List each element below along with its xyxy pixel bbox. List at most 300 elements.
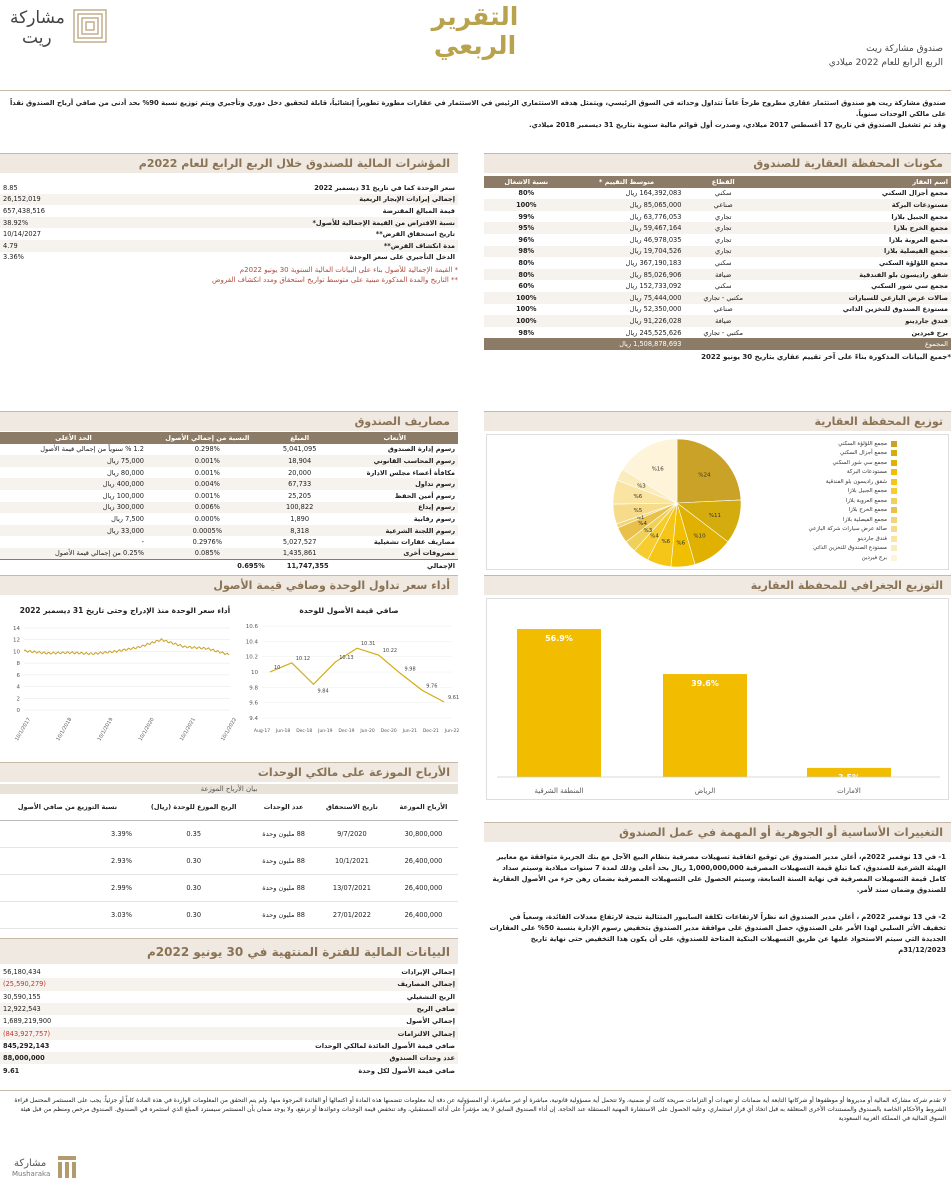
expense-name: رسوم أمين الحفظ — [394, 491, 455, 500]
nav-line-chart — [240, 618, 458, 748]
expense-row — [0, 467, 458, 479]
legend-label: مجمع الفيصلية بلازا — [843, 516, 887, 523]
portfolio-header: اسم العقار — [912, 177, 948, 186]
property-value: 367,190,183 ريال — [625, 258, 682, 267]
indicator-label: تاريخ استحقاق القرض** — [375, 230, 455, 239]
legend-item — [787, 441, 897, 447]
dividends-header: تاريخ الاستحقاق — [326, 802, 378, 811]
property-sector: مكتبي - تجاري — [703, 328, 744, 337]
statement-row — [0, 1015, 458, 1027]
legend-swatch — [891, 507, 897, 513]
statement-row — [0, 1027, 458, 1039]
statement-row — [0, 1064, 458, 1076]
portfolio-row — [484, 188, 951, 200]
report-title: التقرير الربعي — [431, 2, 519, 60]
distribution-chart-panel — [486, 434, 949, 570]
expense-row — [0, 478, 458, 490]
property-name: مجمع سي شور السكني — [871, 282, 948, 291]
indicator-label: قيمة المبالغ المقترضة — [382, 206, 455, 215]
financial-indicators-title: المؤشرات المالية للصندوق خلال الربع الرابع للعام 2022م — [0, 153, 458, 173]
legend-label: مستودع الصندوق للتخزين الذاتي — [813, 545, 887, 551]
expense-pct: 0.0005% — [147, 525, 268, 537]
legend-swatch — [891, 517, 897, 523]
nav-ytick: 9.8 — [249, 685, 258, 692]
expense-max: 300,000 ريال — [0, 502, 147, 514]
dividend-amount: 26,400,000 — [404, 910, 443, 919]
indicator-row — [0, 205, 458, 217]
expense-max: 80,000 ريال — [106, 468, 144, 477]
expense-amount: 67,733 — [268, 478, 332, 490]
legend-swatch — [891, 460, 897, 466]
statement-value: 12,922,543 — [3, 1005, 41, 1014]
dividends-header: نسبة التوزيع من صافي الأصول — [17, 802, 118, 811]
property-occupancy: 99% — [518, 212, 535, 221]
legend-label: مجمع الخرج بلازا — [848, 507, 887, 513]
nav-data-label: 9.76 — [426, 683, 438, 690]
expense-amount: 5,027,527 — [282, 538, 317, 547]
portfolio-row — [484, 304, 951, 316]
intro-line1: صندوق مشاركة ريت هو صندوق استثمار عقاري مطروح طرحاً عاماً تتداول وحداته في السوق الرئيسي، ويتمثل هدفه الاستثماري الرئيس في الاستثمار في عقارات مطورة تطويراً إنشائياً، قابلة لتحقيق دخل دوري وتأجيري ويتم توزيع نسبة 90% بحد أدنى من صافي أرباح الصندوق نقداً على مالكي الوحدات سنوياً. — [9, 99, 946, 118]
nav-xtick: Aug-17 — [253, 729, 271, 734]
nav-xtick: Dec-20 — [380, 729, 397, 734]
legend-item — [787, 479, 897, 485]
expense-amount: 18,904 — [268, 455, 332, 467]
property-occupancy: 100% — [484, 292, 569, 304]
statement-row — [0, 978, 458, 990]
pie-slice-label: %6 — [676, 540, 686, 547]
expense-row — [0, 525, 458, 537]
pie-legend — [787, 437, 897, 564]
property-sector: صناعي — [684, 199, 762, 211]
property-name: مستودعات البركة — [762, 199, 951, 211]
nav-data-label: 9.98 — [404, 666, 416, 673]
property-value: 46,978,035 ريال — [629, 235, 682, 244]
statement-label: إجمالي الالتزامات — [397, 1029, 455, 1038]
legend-swatch — [891, 488, 897, 494]
expense-row — [0, 444, 458, 456]
price-xtick: 10/1/2022 — [220, 716, 239, 743]
indicator-value: 657,438,516 — [3, 206, 45, 215]
pie-slice-label: %11 — [708, 512, 722, 519]
property-name: مجمع الجبيل بلازا — [891, 212, 948, 221]
indicator-row — [0, 252, 458, 264]
footer-logo-mark-icon — [58, 1156, 76, 1178]
changes-text — [488, 852, 946, 956]
footer-divider — [0, 1090, 951, 1091]
dividend-date: 13/07/2021 — [332, 883, 371, 892]
dividend-date: 9/7/2020 — [337, 829, 367, 838]
property-occupancy: 80% — [518, 189, 535, 198]
dividend-pct: 3.39% — [111, 829, 132, 838]
portfolio-note: *جميع البيانات المذكورة بناءً على آخر تقييم عقاري بتاريخ 30 يونيو 2022 — [701, 352, 951, 361]
property-value: 52,350,000 ريال — [629, 305, 682, 314]
expenses-header: الحد الأعلى — [55, 433, 92, 442]
company-logo — [8, 6, 113, 48]
statement-row — [0, 966, 458, 978]
legend-swatch — [891, 545, 897, 551]
price-xtick: 10/1/2019 — [96, 716, 115, 743]
dividend-units: 88 مليون وحدة — [262, 829, 305, 838]
property-name: مجمع الفيصلية بلازا — [762, 246, 951, 258]
portfolio-row — [484, 269, 951, 281]
portfolio-row — [484, 280, 951, 292]
indicator-label: سعر الوحدة كما في تاريخ 31 ديسمبر 2022 — [314, 183, 455, 192]
nav-ytick: 9.6 — [249, 700, 258, 707]
legend-item — [787, 460, 897, 466]
nav-xtick: Dec-19 — [338, 729, 355, 734]
property-sector: مكتبي - تجاري — [684, 292, 762, 304]
header — [0, 0, 951, 92]
legend-label: مستودعات البركة — [846, 469, 887, 475]
dividend-units: 88 مليون وحدة — [262, 883, 305, 892]
nav-xtick: Dec-21 — [422, 729, 439, 734]
footer-logo-ar: مشاركة — [14, 1158, 47, 1169]
nav-data-label: 10.22 — [382, 648, 398, 655]
statements-table — [0, 966, 458, 1077]
expense-name: مكافأة أعضاء مجلس الادارة — [366, 468, 455, 477]
logo-mark-icon — [72, 8, 108, 46]
dividend-row — [0, 847, 458, 874]
disclaimer: لا تقدم شركة مشاركة المالية أو مديروها أو موظفوها أو شركاتها التابعة أية ضمانات أو تعهدات أو التزامات صريحة كانت أو ضمنية، ولا تتحمل أية مسؤولية قانونية، مباشرة أو غير مباشرة، أو المسؤولية عن دقة أية معلومات تتضمنها هذه المادة أو اكتمالها أو الفائدة المرجوة منها. ولم يتم التحقق من المعلومات الواردة في هذه المادة كلياً أو جزئياً. يجب على المستثمر المحتمل قراءة الشروط والأحكام الخاصة بالصندوق والمستندات الأخرى المتعلقة به قبل اتخاذ أي قرار استثماري، وعليه الحصول على الاستشارة المهنية المستقلة عند الحاجة. إن أداء الصندوق السابق لا يعد مؤشراً على أدائه المستقبلي، وقد تنخفض قيمة الوحدات وعوائدها أو ترتفع، ولا يوجد ضمان بأن المستثمر سيسترد المبلغ الذي استثمره في الصندوق. الصندوق مرخص ومنظم من قبل هيئة السوق المالية في المملكة العربية السعودية — [14, 1097, 946, 1122]
pie-slice-label: %6 — [633, 494, 643, 501]
legend-label: مجمع سي شور السكني — [832, 459, 887, 466]
property-occupancy: 80% — [484, 269, 569, 281]
price-ytick: 10 — [13, 649, 20, 656]
expense-name: رسوم إدارة الصندوق — [387, 445, 455, 454]
geo-title: التوزيع الجغرافي للمحفظة العقارية — [484, 575, 951, 595]
statements-title: البيانات المالية للفترة المنتهية في 30 يونيو 2022م — [0, 938, 458, 964]
dividend-pct: 3.03% — [111, 910, 132, 919]
price-xtick: 10/1/2018 — [55, 716, 74, 743]
pie-slice-label: %6 — [661, 539, 671, 546]
portfolio-row — [484, 246, 951, 258]
nav-xtick: Dec-18 — [296, 729, 313, 734]
pie-slice-label: %24 — [698, 472, 711, 479]
property-value: 245,525,626 ريال — [625, 328, 682, 337]
expense-pct: 0.001% — [147, 455, 268, 467]
legend-label: مجمع الجبيل بلازا — [847, 488, 887, 494]
financial-indicators-table — [0, 182, 458, 284]
property-sector: تجاري — [684, 222, 762, 234]
geo-bar-label: 56.9% — [545, 634, 573, 644]
legend-item — [787, 488, 897, 494]
dividend-amount: 26,400,000 — [404, 856, 443, 865]
portfolio-header: متوسط التقييم * — [598, 177, 655, 186]
portfolio-table — [484, 176, 951, 361]
header-divider — [0, 90, 951, 91]
indicator-value: 10/14/2027 — [3, 230, 42, 239]
property-occupancy: 96% — [518, 235, 535, 244]
statement-value: (25,590,279) — [3, 980, 46, 989]
portfolio-total-value — [569, 338, 685, 350]
property-occupancy: 100% — [516, 305, 537, 314]
expense-row — [0, 502, 458, 514]
expense-row — [0, 513, 458, 525]
expense-pct: 0.000% — [194, 514, 220, 523]
portfolio-header: القطاع — [711, 177, 735, 186]
statement-label: إجمالي المصاريف — [397, 980, 455, 989]
property-sector: ضيافة — [684, 315, 762, 327]
expense-name: مصروفات أخرى — [332, 548, 458, 560]
property-value: 91,226,028 ريال — [569, 315, 685, 327]
expense-max: - — [141, 538, 144, 547]
dividends-table — [0, 784, 458, 956]
statement-value: 56,180,434 — [3, 968, 41, 977]
statement-row — [0, 1052, 458, 1064]
portfolio-title: مكونات المحفظة العقارية للصندوق — [484, 153, 951, 173]
expense-max: 400,000 ريال — [0, 478, 147, 490]
change-item-2: 2- في 13 نوفمبر 2022م ، أعلن مدير الصندوق انه نظراً لارتفاعات تكلفة السايبور المتتالية نتيجة لارتفاع معدلات الفائدة، وسعياً في تخفيف الأثر السلبي لهذا الأمر على الصندوق، حصل الصندوق على موافقة مدير الصندوق بتخفيض رسوم الإدارة بنسبة 50% على العقارات الجديدة التي سيتم الاستحواذ عليها عن طريق التسهيلات البنكية المتاحة للصندوق، على أن يكون هذا التخفيض حتى نهاية تاريخ 31/12/2023م — [489, 913, 946, 954]
legend-label: مجمع العروبة بلازا — [845, 497, 887, 504]
price-line-chart — [2, 618, 238, 748]
price-ytick: 2 — [16, 696, 20, 703]
expense-name: رسوم تداول — [332, 478, 458, 490]
logo-text-line2: ريت — [22, 28, 52, 48]
geo-bar-label: 3.5% — [837, 772, 861, 782]
geo-category-label: الرياض — [694, 787, 716, 795]
dividends-header: عدد الوحدات — [263, 802, 304, 811]
legend-item — [787, 555, 897, 561]
property-value: 59,467,164 ريال — [569, 222, 685, 234]
statement-value: 845,292,143 — [3, 1041, 50, 1050]
portfolio-row — [484, 222, 951, 234]
expense-name: مصاريف عقارات تشغيلية — [373, 538, 455, 547]
property-name: برج فيردين — [911, 328, 948, 337]
pie-chart — [487, 435, 722, 571]
geo-bar-label: 39.6% — [691, 679, 719, 689]
nav-data-label: 9.61 — [448, 694, 460, 701]
nav-data-label: 10.12 — [295, 655, 311, 662]
legend-label: فندق جاردينو — [857, 535, 887, 542]
property-name: مستودع الصندوق للتخزين الذاتي — [842, 305, 948, 314]
expense-amount: 1,435,861 — [268, 548, 332, 560]
statement-label: صافي قيمة الأصول لكل وحدة — [358, 1066, 455, 1075]
property-sector: تجاري — [684, 246, 762, 258]
portfolio-row — [484, 292, 951, 304]
property-occupancy: 98% — [518, 328, 535, 337]
legend-item — [787, 507, 897, 513]
nav-xtick: Jun-18 — [275, 729, 291, 734]
statement-label: عدد وحدات الصندوق — [389, 1054, 455, 1063]
indicator-value: 8.85 — [3, 183, 18, 192]
expense-amount: 100,822 — [268, 502, 332, 514]
statement-label: صافي قيمة الأصول العائدة لمالكي الوحدات — [315, 1041, 455, 1050]
nav-xtick: Jun-19 — [318, 729, 333, 734]
property-value: 85,065,000 ريال — [569, 199, 685, 211]
property-name: مجمع الخرج بلازا — [762, 222, 951, 234]
nav-chart-title: صافي قيمة الأصول للوحدة — [299, 606, 399, 615]
expense-max: 1.2 % سنوياً من إجمالي قيمة الأصول — [40, 445, 144, 454]
expense-name: رسوم إيداع — [332, 502, 458, 514]
dividend-units: 88 مليون وحدة — [262, 910, 305, 919]
nav-chart-panel — [240, 598, 458, 748]
property-occupancy: 95% — [484, 222, 569, 234]
dividends-header: الأرباح الموزعة — [399, 802, 448, 811]
expenses-header: النسبة من إجمالي الأصول — [165, 433, 250, 442]
dividend-per-unit: 0.35 — [186, 829, 202, 838]
dividends-header: الربح الموزع للوحدة (ريال) — [150, 802, 237, 811]
property-sector: تجاري — [715, 212, 732, 221]
indicator-row — [0, 217, 458, 229]
legend-item — [787, 526, 897, 532]
pie-slice — [677, 439, 741, 503]
portfolio-total-label: المجموع — [924, 340, 948, 349]
legend-swatch — [891, 536, 897, 542]
pie-slice-label: %4 — [650, 533, 659, 540]
price-nav-title: أداء سعر تداول الوحدة وصافي قيمة الأصول — [0, 575, 458, 595]
legend-swatch — [891, 450, 897, 456]
dividend-date: 10/1/2021 — [334, 856, 369, 865]
property-sector: ضيافة — [684, 269, 762, 281]
property-name: مجمع أجزال السكني — [881, 189, 948, 198]
statement-row — [0, 991, 458, 1003]
report-period: الربع الرابع للعام 2022 ميلادي — [828, 58, 943, 68]
indicator-label: الدخل التأجيري على سعر الوحدة — [349, 253, 455, 262]
property-name: فندق جاردينو — [762, 315, 951, 327]
intro-line2: وقد تم تشغيل الصندوق في تاريخ 17 أغسطس 2017 ميلادي، وصدرت أول قوائم مالية سنوية بتاريخ 31 ديسمبر 2018 ميلادي. — [529, 121, 946, 129]
price-ytick: 4 — [16, 684, 20, 691]
indicator-value: 3.36% — [3, 253, 24, 262]
indicator-value: 38.92% — [0, 217, 112, 229]
portfolio-row — [484, 199, 951, 211]
indicators-note1: * القيمة الإجمالية للأصول بناء على البيانات المالية السنوية 30 يونيو 2022م — [239, 266, 458, 275]
expense-max: 75,000 ريال — [0, 455, 147, 467]
property-value: 152,733,092 ريال — [625, 282, 682, 291]
geo-chart-panel — [486, 598, 949, 800]
pie-slice-label: %4 — [638, 520, 648, 527]
dividend-pct: 2.93% — [111, 856, 132, 865]
property-value: 63,776,053 ريال — [629, 212, 682, 221]
geo-bar-chart — [487, 599, 950, 801]
expense-max: 100,000 ريال — [102, 491, 144, 500]
pie-slice-label: %5 — [633, 507, 643, 514]
price-chart-panel — [2, 598, 238, 748]
nav-data-label: 10.31 — [361, 641, 376, 648]
expense-amount: 8,318 — [268, 525, 332, 537]
statement-value: (843,927,757) — [3, 1029, 51, 1038]
portfolio-row — [484, 211, 951, 223]
property-occupancy: 80% — [518, 258, 535, 267]
property-value: 85,026,906 ريال — [569, 269, 685, 281]
property-occupancy: 60% — [518, 282, 535, 291]
total-currency: ريال — [619, 340, 632, 349]
statement-value: 30,590,155 — [3, 992, 41, 1001]
expense-row — [0, 548, 458, 560]
nav-data-label: 10.13 — [339, 655, 354, 662]
statement-value: 88,000,000 — [3, 1054, 45, 1063]
geo-category-label: المنطقة الشرقية — [534, 787, 584, 795]
property-occupancy: 98% — [484, 246, 569, 258]
dividend-row — [0, 820, 458, 847]
indicator-label: نسبة الاقتراض من القيمة الإجمالية للأصول* — [112, 217, 458, 229]
expenses-total-amount: 11,747,355 — [286, 561, 329, 570]
statement-row — [0, 1040, 458, 1052]
property-sector: صناعي — [713, 305, 733, 314]
expenses-table — [0, 432, 458, 571]
total-value: 1,508,878,693 — [633, 340, 682, 349]
price-ytick: 6 — [16, 672, 20, 679]
indicator-row — [0, 228, 458, 240]
footer-logo-en: Musharaka — [12, 1170, 51, 1178]
price-series-line — [24, 639, 229, 655]
pie-slice-label: %3 — [643, 527, 653, 534]
expense-max: 0.25% من إجمالي قيمة الأصول — [0, 548, 147, 560]
statement-label: إجمالي الأصول — [406, 1017, 455, 1026]
legend-item — [787, 450, 897, 456]
dividend-pct: 2.99% — [111, 883, 132, 892]
legend-swatch — [891, 526, 897, 532]
legend-swatch — [891, 441, 897, 447]
legend-item — [787, 536, 897, 542]
expense-pct: 0.298% — [194, 445, 220, 454]
legend-swatch — [891, 498, 897, 504]
nav-ytick: 10.2 — [245, 654, 258, 661]
statement-value: 9.61 — [3, 1066, 20, 1075]
logo-text-line1: مشاركة — [10, 8, 65, 28]
expense-amount: 20,000 — [288, 468, 312, 477]
pie-slice-label: %3 — [637, 483, 646, 490]
expense-row — [0, 490, 458, 502]
geo-category-label: الامارات — [837, 787, 861, 795]
statement-label: صافي الربح — [416, 1005, 455, 1014]
indicator-label: مدة انكشاف القرض** — [112, 240, 458, 252]
expense-name: رسوم اللجنة الشرعية — [332, 525, 458, 537]
nav-ytick: 9.4 — [249, 716, 258, 722]
price-xtick: 10/1/2020 — [137, 716, 156, 743]
geo-bar — [663, 674, 747, 777]
expenses-header: المبلغ — [290, 433, 310, 442]
legend-label: شقق راديسون بلو الفندقية — [825, 478, 887, 485]
statement-label: الربح التشغيلي — [406, 992, 455, 1001]
expenses-total-label: الإجمالي — [427, 561, 455, 570]
dividend-amount: 30,800,000 — [404, 829, 443, 838]
property-value: 19,704,526 ريال — [569, 246, 685, 258]
legend-label: مجمع أجزال السكني — [840, 450, 887, 456]
change-item-1: 1- في 13 نوفمبر 2022م، أعلن مدير الصندوق عن توقيع اتفاقية تسهيلات مصرفية بنظام البيع الآجل مع بنك الجزيرة متوافقة مع معايير الهيئة الشرعية للصندوق، كما تبلغ قيمة التسهيلات المصرفية 1,000,000,000 ريال بحد أعلى وذلك لمدة 7 سنوات ميلادية وسيتم سداد كامل قيمة التسهيلات المصرفية في نهاية السنة السابعة، وسيتم الحصول على التسهيلات المصرفية بضمان رهن جزء من الأصول العقارية للصندوق وضمان سند لأمر. — [492, 853, 946, 894]
property-name: صالات عرض البازعي للسيارات — [762, 292, 951, 304]
property-name: مجمع اللؤلؤة السكني — [878, 258, 948, 267]
property-name: شقق راديسون بلو الفندقية — [762, 269, 951, 281]
expense-pct: 0.004% — [147, 478, 268, 490]
portfolio-row — [484, 257, 951, 269]
expense-pct: 0.001% — [194, 491, 220, 500]
legend-item — [787, 469, 897, 475]
indicator-row — [0, 240, 458, 252]
nav-xtick: Jun-21 — [402, 729, 417, 734]
legend-label: صالة عرض سيارات شركة البازعي — [808, 526, 887, 532]
changes-title: التغييرات الأساسية أو الجوهرية أو المهمة في عمل الصندوق — [484, 822, 951, 842]
property-name: مجمع العروبة بلازا — [888, 235, 948, 244]
pie-slice-label: %16 — [651, 466, 664, 473]
nav-data-label: 10 — [274, 665, 281, 671]
property-sector: سكني — [714, 258, 732, 267]
legend-swatch — [891, 555, 897, 561]
expense-pct: 0.006% — [147, 502, 268, 514]
property-occupancy: 100% — [484, 199, 569, 211]
statement-row — [0, 1003, 458, 1015]
pie-slice-label: %10 — [693, 533, 706, 540]
legend-item — [787, 517, 897, 523]
expense-max: 7,500 ريال — [111, 514, 144, 523]
legend-label: مجمع اللؤلؤة السكني — [838, 440, 887, 447]
indicator-label: إجمالي إيرادات الإيجار الربعية — [112, 194, 458, 206]
expenses-total-pct: 0.695% — [237, 561, 265, 570]
indicator-value: 4.79 — [0, 240, 112, 252]
nav-xtick: Jun-20 — [360, 729, 375, 734]
property-value: 164,392,083 ريال — [625, 189, 682, 198]
geo-bar — [517, 629, 601, 777]
price-ytick: 12 — [13, 637, 20, 644]
